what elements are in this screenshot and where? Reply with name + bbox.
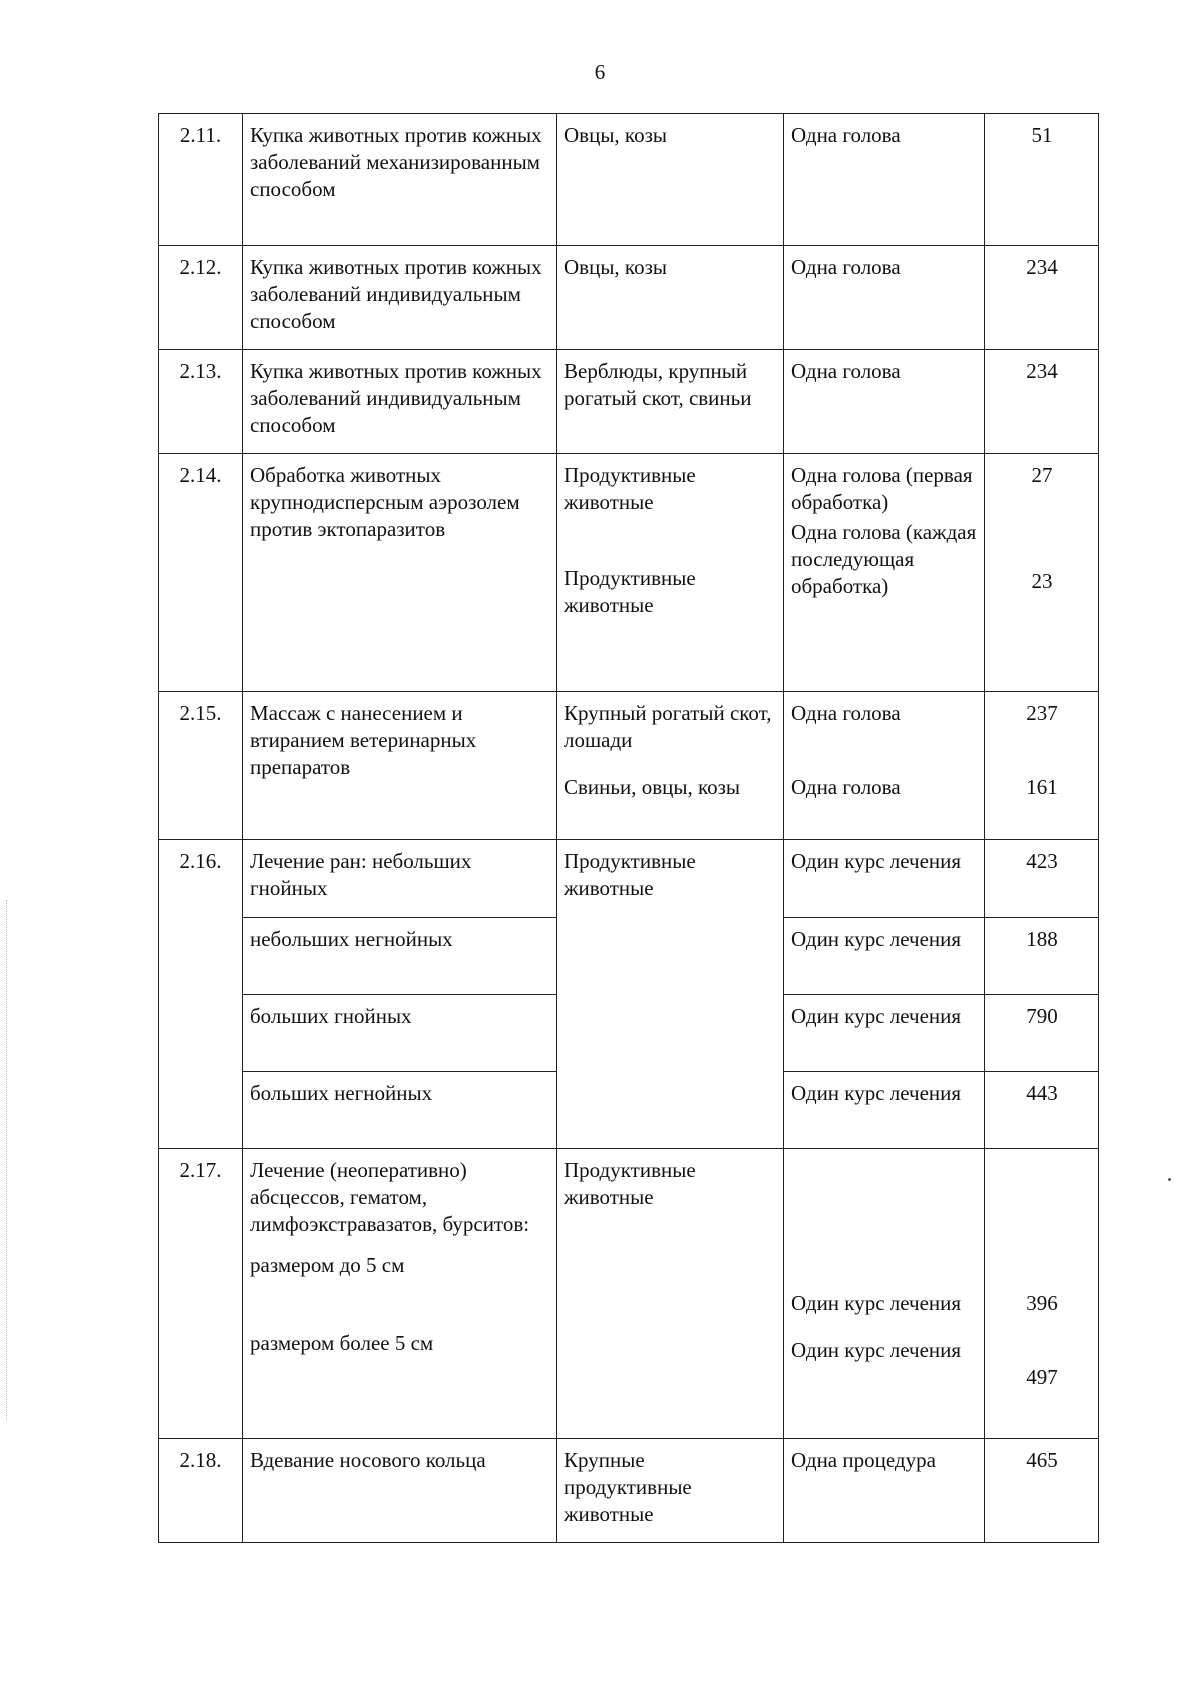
table-row (159, 840, 1099, 918)
price-1: 27 (1031, 463, 1053, 487)
price-value: 443 (985, 1072, 1099, 1149)
service-name: больших гнойных (243, 995, 557, 1072)
price-1: 396 (1026, 1291, 1058, 1315)
animal-type (557, 454, 784, 692)
service-name: Обработка животных крупнодисперсным аэрозолем против эктопаразитов (243, 454, 557, 692)
price-value (985, 692, 1099, 840)
service-heading: Лечение (неоперативно) абсцессов, гематом, лимфоэкстравазатов, бурситов: (250, 1158, 530, 1236)
unit-1: Одна голова (791, 701, 901, 725)
service-sub-1: размером до 5 см (250, 1253, 405, 1277)
scan-edge-artifact (6, 900, 9, 1420)
page-number: 6 (594, 60, 606, 84)
row-number: 2.15. (159, 692, 243, 840)
service-name: Вдевание носового кольца (243, 1439, 557, 1543)
service-name: Купка животных против кожных заболеваний механизированным способом (243, 114, 557, 246)
price-value: 790 (985, 995, 1099, 1072)
unit-of-measure (784, 454, 985, 692)
price-value (985, 1149, 1099, 1439)
animal-type-2: Свиньи, овцы, козы (564, 775, 741, 799)
price-2: 161 (1026, 775, 1058, 799)
animal-type: Крупные продуктивные животные (557, 1439, 784, 1543)
row-number: 2.14. (159, 454, 243, 692)
price-value: 234 (985, 350, 1099, 454)
row-number: 2.11. (159, 114, 243, 246)
unit-2: Одна голова (791, 775, 901, 799)
service-name: Купка животных против кожных заболеваний индивидуальным способом (243, 246, 557, 350)
table-row (159, 350, 1099, 454)
unit-1: Один курс лечения (791, 1291, 962, 1315)
service-name: Купка животных против кожных заболеваний индивидуальным способом (243, 350, 557, 454)
animal-type: Верблюды, крупный рогатый скот, свиньи (557, 350, 784, 454)
table-row (159, 692, 1099, 840)
animal-type (557, 692, 784, 840)
animal-type-1: Крупный рогатый скот, лошади (564, 701, 772, 752)
unit-of-measure (784, 1149, 985, 1439)
unit-of-measure: Один курс лечения (784, 840, 985, 918)
unit-of-measure: Один курс лечения (784, 918, 985, 995)
price-2: 497 (1026, 1365, 1058, 1389)
animal-type: Продуктивные животные (557, 1149, 784, 1439)
unit-2: Один курс лечения (791, 1338, 962, 1362)
row-number: 2.12. (159, 246, 243, 350)
unit-of-measure: Одна процедура (784, 1439, 985, 1543)
price-value: 465 (985, 1439, 1099, 1543)
unit-of-measure: Одна голова (784, 350, 985, 454)
service-name: Лечение ран: небольших гнойных (243, 840, 557, 918)
row-number: 2.17. (159, 1149, 243, 1439)
table-row (159, 1439, 1099, 1543)
animal-type-2: Продуктивные животные (564, 566, 696, 617)
table-row (159, 246, 1099, 350)
price-value (985, 454, 1099, 692)
price-value: 188 (985, 918, 1099, 995)
unit-of-measure: Одна голова (784, 114, 985, 246)
table-row (159, 114, 1099, 246)
unit-2: Одна голова (каждая последующая обработка) (791, 520, 977, 598)
price-1: 237 (1026, 701, 1058, 725)
unit-1: Одна голова (первая обработка) (791, 463, 973, 514)
service-sub-2: размером более 5 см (250, 1331, 434, 1355)
price-value: 234 (985, 246, 1099, 350)
unit-of-measure: Один курс лечения (784, 1072, 985, 1149)
animal-type-1: Продуктивные животные (564, 463, 696, 514)
price-2: 23 (1031, 569, 1053, 593)
unit-of-measure (784, 692, 985, 840)
service-name: небольших негнойных (243, 918, 557, 995)
service-name: больших негнойных (243, 1072, 557, 1149)
row-number: 2.18. (159, 1439, 243, 1543)
service-name: Массаж с нанесением и втиранием ветеринарных препаратов (243, 692, 557, 840)
animal-type: Овцы, козы (557, 246, 784, 350)
row-number: 2.16. (159, 840, 243, 1149)
unit-of-measure: Одна голова (784, 246, 985, 350)
service-name (243, 1149, 557, 1439)
table-row (159, 454, 1099, 692)
table-row (159, 1149, 1099, 1439)
animal-type: Продуктивные животные (557, 840, 784, 1149)
price-value: 423 (985, 840, 1099, 918)
scan-dot-artifact (1168, 1178, 1171, 1181)
unit-of-measure: Один курс лечения (784, 995, 985, 1072)
row-number: 2.13. (159, 350, 243, 454)
animal-type: Овцы, козы (557, 114, 784, 246)
price-value: 51 (985, 114, 1099, 246)
price-table (158, 113, 1099, 1543)
